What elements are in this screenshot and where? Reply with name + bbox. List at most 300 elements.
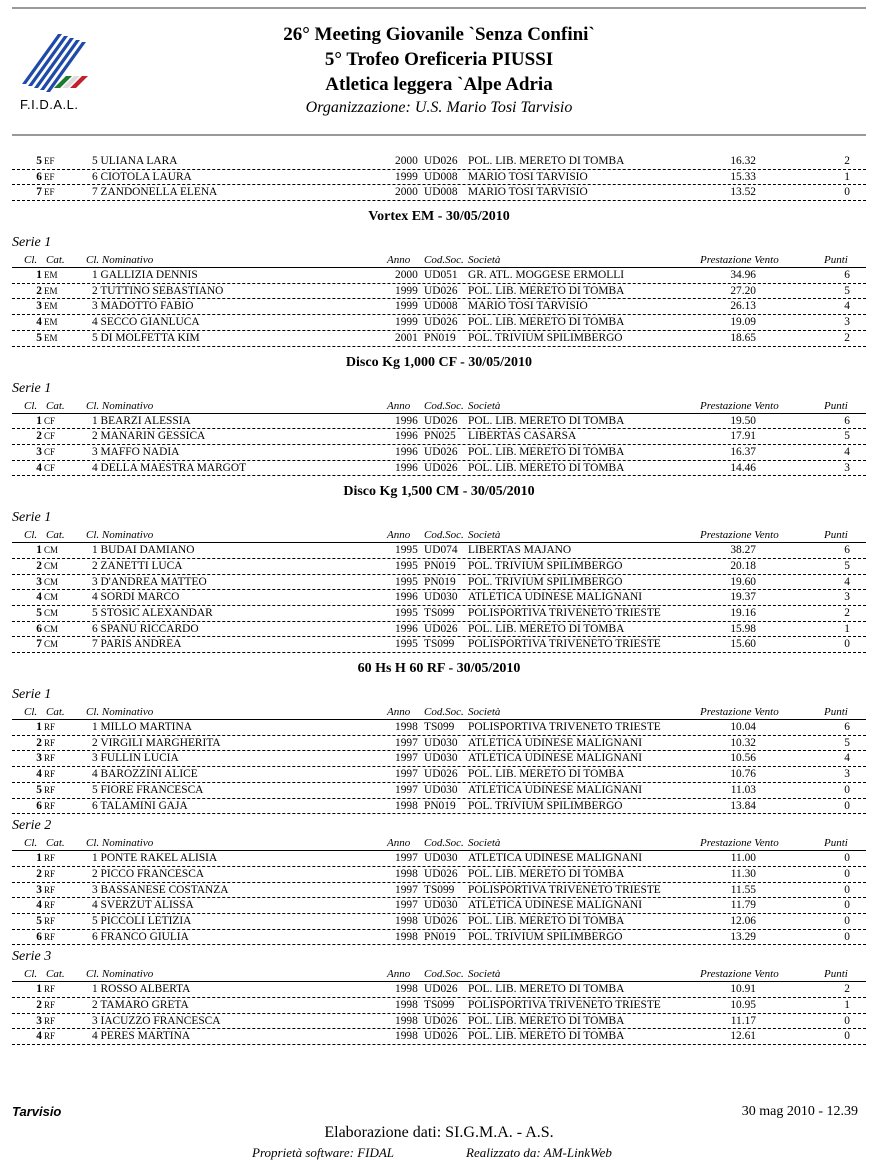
birth-year: 1995 <box>395 559 418 572</box>
club-code: UD008 <box>424 170 458 183</box>
column-header-row <box>12 253 866 268</box>
result-row <box>12 606 866 622</box>
club-name: POL. LIB. MERETO DI TOMBA <box>468 1030 625 1043</box>
rank: 5 <box>36 331 42 344</box>
results-content <box>0 154 878 1045</box>
athlete-name: 7 ZANDONELLA ELENA <box>92 186 218 199</box>
birth-year: 1997 <box>395 852 418 865</box>
club-code: TS099 <box>424 638 455 651</box>
athlete-name: 3 FULLIN LUCIA <box>92 752 179 765</box>
category: RF <box>44 722 56 733</box>
points: 0 <box>844 799 850 812</box>
rank: 2 <box>36 284 42 297</box>
header-cat: Cat. <box>46 399 65 412</box>
header-cat: Cat. <box>46 837 65 850</box>
birth-year: 1998 <box>395 1030 418 1043</box>
category: EM <box>44 301 58 312</box>
footer-software: Proprietà software: FIDAL <box>252 1145 395 1160</box>
birth-year: 1998 <box>395 867 418 880</box>
club-name: MARIO TOSI TARVISIO <box>468 170 588 183</box>
category: RF <box>44 868 56 879</box>
result-row <box>12 898 866 914</box>
points: 1 <box>844 622 850 635</box>
category: EF <box>44 171 55 182</box>
result-row <box>12 414 866 430</box>
club-code: UD026 <box>424 914 458 927</box>
result-row <box>12 299 866 315</box>
category: CF <box>44 446 56 457</box>
result-row <box>12 170 866 186</box>
rank: 3 <box>36 575 42 588</box>
performance: 38.27 <box>730 544 756 557</box>
points: 5 <box>844 284 850 297</box>
birth-year: 1999 <box>395 300 418 313</box>
club-name: POLISPORTIVA TRIVENETO TRIESTE <box>468 999 661 1011</box>
club-code: UD030 <box>424 783 458 796</box>
birth-year: 1995 <box>395 575 418 588</box>
club-name: ATLETICA UDINESE MALIGNANI <box>468 852 643 865</box>
birth-year: 1997 <box>395 768 418 781</box>
birth-year: 1996 <box>395 430 418 443</box>
header-punti: Punti <box>824 254 848 267</box>
performance: 12.06 <box>730 914 756 927</box>
result-row <box>12 429 866 445</box>
birth-year: 1996 <box>395 414 418 427</box>
athlete-name: 2 TUTTINO SEBASTIANO <box>92 284 224 297</box>
athlete-name: 4 PERES MARTINA <box>92 1030 191 1043</box>
club-name: POL. LIB. MERETO DI TOMBA <box>468 461 625 474</box>
header-cl: Cl. <box>24 706 38 719</box>
points: 6 <box>844 544 850 557</box>
performance: 10.95 <box>730 999 756 1011</box>
header-cl: Cl. <box>24 529 38 542</box>
footer-datetime: 30 mag 2010 - 12.39 <box>741 1104 858 1119</box>
category: CF <box>44 431 56 442</box>
result-row <box>12 914 866 930</box>
club-code: UD026 <box>424 461 458 474</box>
header-codsoc: Cod.Soc. <box>424 968 464 981</box>
result-row <box>12 867 866 883</box>
category: CM <box>44 545 59 556</box>
result-row <box>12 930 866 946</box>
club-code: UD008 <box>424 186 458 199</box>
rank: 3 <box>36 445 42 458</box>
club-code: UD026 <box>424 155 458 167</box>
rank: 4 <box>36 899 42 912</box>
points: 4 <box>844 300 850 313</box>
header-cat: Cat. <box>46 706 65 719</box>
club-code: UD030 <box>424 752 458 765</box>
club-code: UD030 <box>424 736 458 749</box>
club-code: UD051 <box>424 269 458 282</box>
club-code: UD026 <box>424 1014 458 1027</box>
club-code: UD026 <box>424 414 458 427</box>
points: 5 <box>844 430 850 443</box>
rank: 3 <box>36 883 42 896</box>
club-name: POL. LIB. MERETO DI TOMBA <box>468 914 625 927</box>
category: RF <box>44 853 56 864</box>
footer-realizzato: Realizzato da: AM-LinkWeb <box>466 1145 612 1160</box>
club-code: TS099 <box>424 607 455 619</box>
club-name: POL. TRIVIUM SPILIMBERGO <box>468 559 623 572</box>
performance: 10.04 <box>730 721 756 734</box>
rank: 6 <box>36 170 42 183</box>
club-name: POL. TRIVIUM SPILIMBERGO <box>468 799 623 812</box>
serie-label: Serie 1 <box>12 687 52 703</box>
points: 0 <box>844 1014 850 1027</box>
athlete-name: 3 IACUZZO FRANCESCA <box>92 1014 221 1027</box>
result-row <box>12 637 866 653</box>
birth-year: 1997 <box>395 783 418 796</box>
performance: 15.60 <box>730 638 756 651</box>
birth-year: 1996 <box>395 591 418 604</box>
points: 2 <box>844 331 850 344</box>
club-name: POL. LIB. MERETO DI TOMBA <box>468 155 625 167</box>
result-row <box>12 543 866 559</box>
header-nominativo: Cl. Nominativo <box>86 968 154 981</box>
rank: 6 <box>36 930 42 943</box>
result-row <box>12 736 866 752</box>
result-row <box>12 622 866 638</box>
header-nominativo: Cl. Nominativo <box>86 837 154 850</box>
result-row <box>12 154 866 170</box>
result-row <box>12 851 866 867</box>
rank: 3 <box>36 300 42 313</box>
athlete-name: 5 STOSIC ALEXANDAR <box>92 607 213 619</box>
category: EM <box>44 332 58 343</box>
birth-year: 1998 <box>395 999 418 1011</box>
rank: 4 <box>36 316 42 329</box>
club-name: ATLETICA UDINESE MALIGNANI <box>468 899 643 912</box>
top-rule <box>12 7 866 9</box>
rank: 1 <box>36 269 42 282</box>
performance: 34.96 <box>730 269 756 282</box>
logo-text: F.I.D.A.L. <box>20 97 79 112</box>
birth-year: 1999 <box>395 170 418 183</box>
result-row <box>12 590 866 606</box>
category: CM <box>44 639 59 650</box>
club-name: POL. LIB. MERETO DI TOMBA <box>468 316 625 329</box>
category: RF <box>44 769 56 780</box>
club-name: POL. LIB. MERETO DI TOMBA <box>468 622 625 635</box>
birth-year: 1997 <box>395 883 418 896</box>
category: CM <box>44 592 59 603</box>
result-row <box>12 315 866 331</box>
birth-year: 1998 <box>395 983 418 996</box>
category: RF <box>44 753 56 764</box>
points: 2 <box>844 155 850 167</box>
points: 3 <box>844 768 850 781</box>
club-code: UD026 <box>424 316 458 329</box>
performance: 16.32 <box>730 155 756 167</box>
rank: 2 <box>36 867 42 880</box>
header-societa: Società <box>468 254 501 267</box>
club-code: UD026 <box>424 1030 458 1043</box>
athlete-name: 4 BAROZZINI ALICE <box>92 768 198 781</box>
rank: 5 <box>36 914 42 927</box>
points: 3 <box>844 461 850 474</box>
category: CF <box>44 462 56 473</box>
header-punti: Punti <box>824 399 848 412</box>
club-code: UD026 <box>424 284 458 297</box>
result-row <box>12 720 866 736</box>
birth-year: 1997 <box>395 736 418 749</box>
category: EM <box>44 285 58 296</box>
performance: 19.37 <box>730 591 756 604</box>
athlete-name: 5 PICCOLI LETIZIA <box>92 914 192 927</box>
birth-year: 1997 <box>395 899 418 912</box>
birth-year: 2000 <box>395 186 418 199</box>
athlete-name: 2 TAMARO GRETA <box>92 999 189 1011</box>
header-prestazione: Prestazione Vento <box>700 837 779 850</box>
birth-year: 1999 <box>395 284 418 297</box>
category: RF <box>44 915 56 926</box>
athlete-name: 1 ROSSO ALBERTA <box>92 983 191 996</box>
club-name: POL. LIB. MERETO DI TOMBA <box>468 1014 625 1027</box>
performance: 26.13 <box>730 300 756 313</box>
birth-year: 1998 <box>395 799 418 812</box>
club-code: UD030 <box>424 852 458 865</box>
points: 1 <box>844 170 850 183</box>
header-anno: Anno <box>387 968 411 981</box>
category: EM <box>44 317 58 328</box>
athlete-name: 2 VIRGILI MARGHERITA <box>92 736 221 749</box>
birth-year: 1995 <box>395 638 418 651</box>
header-anno: Anno <box>387 399 411 412</box>
birth-year: 1995 <box>395 544 418 557</box>
performance: 27.20 <box>730 284 756 297</box>
header-anno: Anno <box>387 837 411 850</box>
performance: 15.33 <box>730 170 756 183</box>
birth-year: 2000 <box>395 155 418 167</box>
athlete-name: 6 CIOTOLA LAURA <box>92 170 192 183</box>
performance: 15.98 <box>730 622 756 635</box>
points: 0 <box>844 867 850 880</box>
result-row <box>12 998 866 1014</box>
trophy-title: 5° Trofeo Oreficeria PIUSSI <box>324 49 554 70</box>
club-code: UD026 <box>424 622 458 635</box>
points: 4 <box>844 445 850 458</box>
points: 6 <box>844 414 850 427</box>
header-prestazione: Prestazione Vento <box>700 399 779 412</box>
category: RF <box>44 1015 56 1026</box>
points: 3 <box>844 316 850 329</box>
athlete-name: 5 FIORE FRANCESCA <box>92 783 204 796</box>
club-code: PN019 <box>424 930 456 943</box>
club-name: ATLETICA UDINESE MALIGNANI <box>468 752 643 765</box>
athlete-name: 2 ZANETTI LUCA <box>92 559 183 572</box>
rank: 1 <box>36 721 42 734</box>
category: CM <box>44 623 59 634</box>
category: RF <box>44 900 56 911</box>
header-codsoc: Cod.Soc. <box>424 254 464 267</box>
points: 1 <box>844 999 850 1011</box>
athlete-name: 6 SPANU RICCARDO <box>92 622 199 635</box>
header-societa: Società <box>468 706 501 719</box>
club-name: POL. LIB. MERETO DI TOMBA <box>468 414 625 427</box>
result-row <box>12 1014 866 1030</box>
birth-year: 2001 <box>395 331 418 344</box>
club-code: TS099 <box>424 721 455 734</box>
column-header-row <box>12 528 866 543</box>
footer-elaborazione: Elaborazione dati: SI.G.M.A. - A.S. <box>324 1124 554 1141</box>
header-rule <box>12 134 866 136</box>
athlete-name: 2 MANARIN GESSICA <box>92 430 206 443</box>
header-cl: Cl. <box>24 254 38 267</box>
athlete-name: 1 BUDAI DAMIANO <box>92 544 195 557</box>
club-name: POL. LIB. MERETO DI TOMBA <box>468 867 625 880</box>
athlete-name: 7 PARIS ANDREA <box>92 638 182 651</box>
header-codsoc: Cod.Soc. <box>424 837 464 850</box>
athlete-name: 3 BASSANESE COSTANZA <box>92 883 229 896</box>
category: EF <box>44 187 55 198</box>
rank: 4 <box>36 461 42 474</box>
club-code: TS099 <box>424 883 455 896</box>
club-name: LIBERTAS CASARSA <box>468 430 577 443</box>
event-title: 60 Hs H 60 RF - 30/05/2010 <box>357 661 521 677</box>
footer-city: Tarvisio <box>12 1104 62 1119</box>
result-row <box>12 284 866 300</box>
result-row <box>12 445 866 461</box>
club-name: POL. TRIVIUM SPILIMBERGO <box>468 331 623 344</box>
organizer: Organizzazione: U.S. Mario Tosi Tarvisio <box>305 99 573 116</box>
performance: 10.32 <box>730 736 756 749</box>
points: 0 <box>844 638 850 651</box>
points: 0 <box>844 1030 850 1043</box>
birth-year: 1998 <box>395 914 418 927</box>
athlete-name: 6 TALAMINI GAJA <box>92 799 188 812</box>
performance: 20.18 <box>730 559 756 572</box>
club-code: UD026 <box>424 983 458 996</box>
club-code: UD074 <box>424 544 458 557</box>
performance: 12.61 <box>730 1030 756 1043</box>
points: 0 <box>844 783 850 796</box>
column-header-row <box>12 836 866 851</box>
points: 2 <box>844 983 850 996</box>
performance: 13.52 <box>730 186 756 199</box>
rank: 7 <box>36 638 42 651</box>
birth-year: 2000 <box>395 269 418 282</box>
birth-year: 1999 <box>395 316 418 329</box>
birth-year: 1996 <box>395 461 418 474</box>
performance: 14.46 <box>730 461 756 474</box>
header-societa: Società <box>468 968 501 981</box>
rank: 2 <box>36 999 42 1011</box>
header-cl: Cl. <box>24 968 38 981</box>
rank: 4 <box>36 591 42 604</box>
club-code: UD030 <box>424 591 458 604</box>
category: RF <box>44 1000 56 1010</box>
points: 4 <box>844 752 850 765</box>
athlete-name: 1 GALLIZIA DENNIS <box>92 269 198 282</box>
performance: 18.65 <box>730 331 756 344</box>
header-anno: Anno <box>387 706 411 719</box>
club-name: MARIO TOSI TARVISIO <box>468 300 588 313</box>
performance: 10.76 <box>730 768 756 781</box>
performance: 19.60 <box>730 575 756 588</box>
category: CM <box>44 576 59 587</box>
header-anno: Anno <box>387 529 411 542</box>
points: 6 <box>844 269 850 282</box>
performance: 13.29 <box>730 930 756 943</box>
points: 0 <box>844 186 850 199</box>
athlete-name: 3 MADOTTO FABIO <box>92 300 194 313</box>
rank: 5 <box>36 155 42 167</box>
athlete-name: 4 SORDI MARCO <box>92 591 180 604</box>
serie-label: Serie 1 <box>12 510 52 526</box>
rank: 5 <box>36 607 42 619</box>
column-header-row <box>12 967 866 982</box>
header-codsoc: Cod.Soc. <box>424 399 464 412</box>
performance: 11.00 <box>730 852 756 865</box>
serie-label: Serie 3 <box>12 949 52 965</box>
category: RF <box>44 1031 56 1042</box>
club-code: PN019 <box>424 575 456 588</box>
athlete-name: 3 D'ANDREA MATTEO <box>92 575 207 588</box>
athlete-name: 1 PONTE RAKEL ALISIA <box>92 852 218 865</box>
header-punti: Punti <box>824 837 848 850</box>
category: CM <box>44 608 59 618</box>
rank: 7 <box>36 186 42 199</box>
club-name: POL. LIB. MERETO DI TOMBA <box>468 983 625 996</box>
club-code: UD026 <box>424 768 458 781</box>
serie-label: Serie 1 <box>12 380 52 396</box>
athlete-name: 5 DI MOLFETTA KIM <box>92 331 200 344</box>
performance: 11.30 <box>730 867 756 880</box>
header-codsoc: Cod.Soc. <box>424 529 464 542</box>
header-cl: Cl. <box>24 399 38 412</box>
header-prestazione: Prestazione Vento <box>700 968 779 981</box>
column-header-row <box>12 705 866 720</box>
points: 0 <box>844 930 850 943</box>
result-row <box>12 331 866 347</box>
athlete-name: 4 SVERZUT ALISSA <box>92 899 194 912</box>
birth-year: 1995 <box>395 607 418 619</box>
header-nominativo: Cl. Nominativo <box>86 529 154 542</box>
result-row <box>12 767 866 783</box>
rank: 1 <box>36 414 42 427</box>
performance: 13.84 <box>730 799 756 812</box>
rank: 1 <box>36 983 42 996</box>
points: 4 <box>844 575 850 588</box>
header-nominativo: Cl. Nominativo <box>86 399 154 412</box>
header-punti: Punti <box>824 968 848 981</box>
club-code: UD030 <box>424 899 458 912</box>
club-name: POLISPORTIVA TRIVENETO TRIESTE <box>468 607 661 619</box>
performance: 10.91 <box>730 983 756 996</box>
result-row <box>12 883 866 899</box>
rank: 5 <box>36 783 42 796</box>
performance: 17.91 <box>730 430 756 443</box>
performance: 11.17 <box>730 1014 756 1027</box>
club-name: GR. ATL. MOGGESE ERMOLLI <box>468 269 624 282</box>
rank: 2 <box>36 430 42 443</box>
header-nominativo: Cl. Nominativo <box>86 706 154 719</box>
rank: 3 <box>36 752 42 765</box>
rank: 1 <box>36 852 42 865</box>
header-cl: Cl. <box>24 837 38 850</box>
rank: 4 <box>36 768 42 781</box>
category: RF <box>44 737 56 748</box>
points: 0 <box>844 899 850 912</box>
rank: 4 <box>36 1030 42 1043</box>
birth-year: 1998 <box>395 721 418 734</box>
points: 2 <box>844 607 850 619</box>
birth-year: 1996 <box>395 622 418 635</box>
result-row <box>12 185 866 201</box>
club-code: PN019 <box>424 799 456 812</box>
birth-year: 1998 <box>395 1014 418 1027</box>
